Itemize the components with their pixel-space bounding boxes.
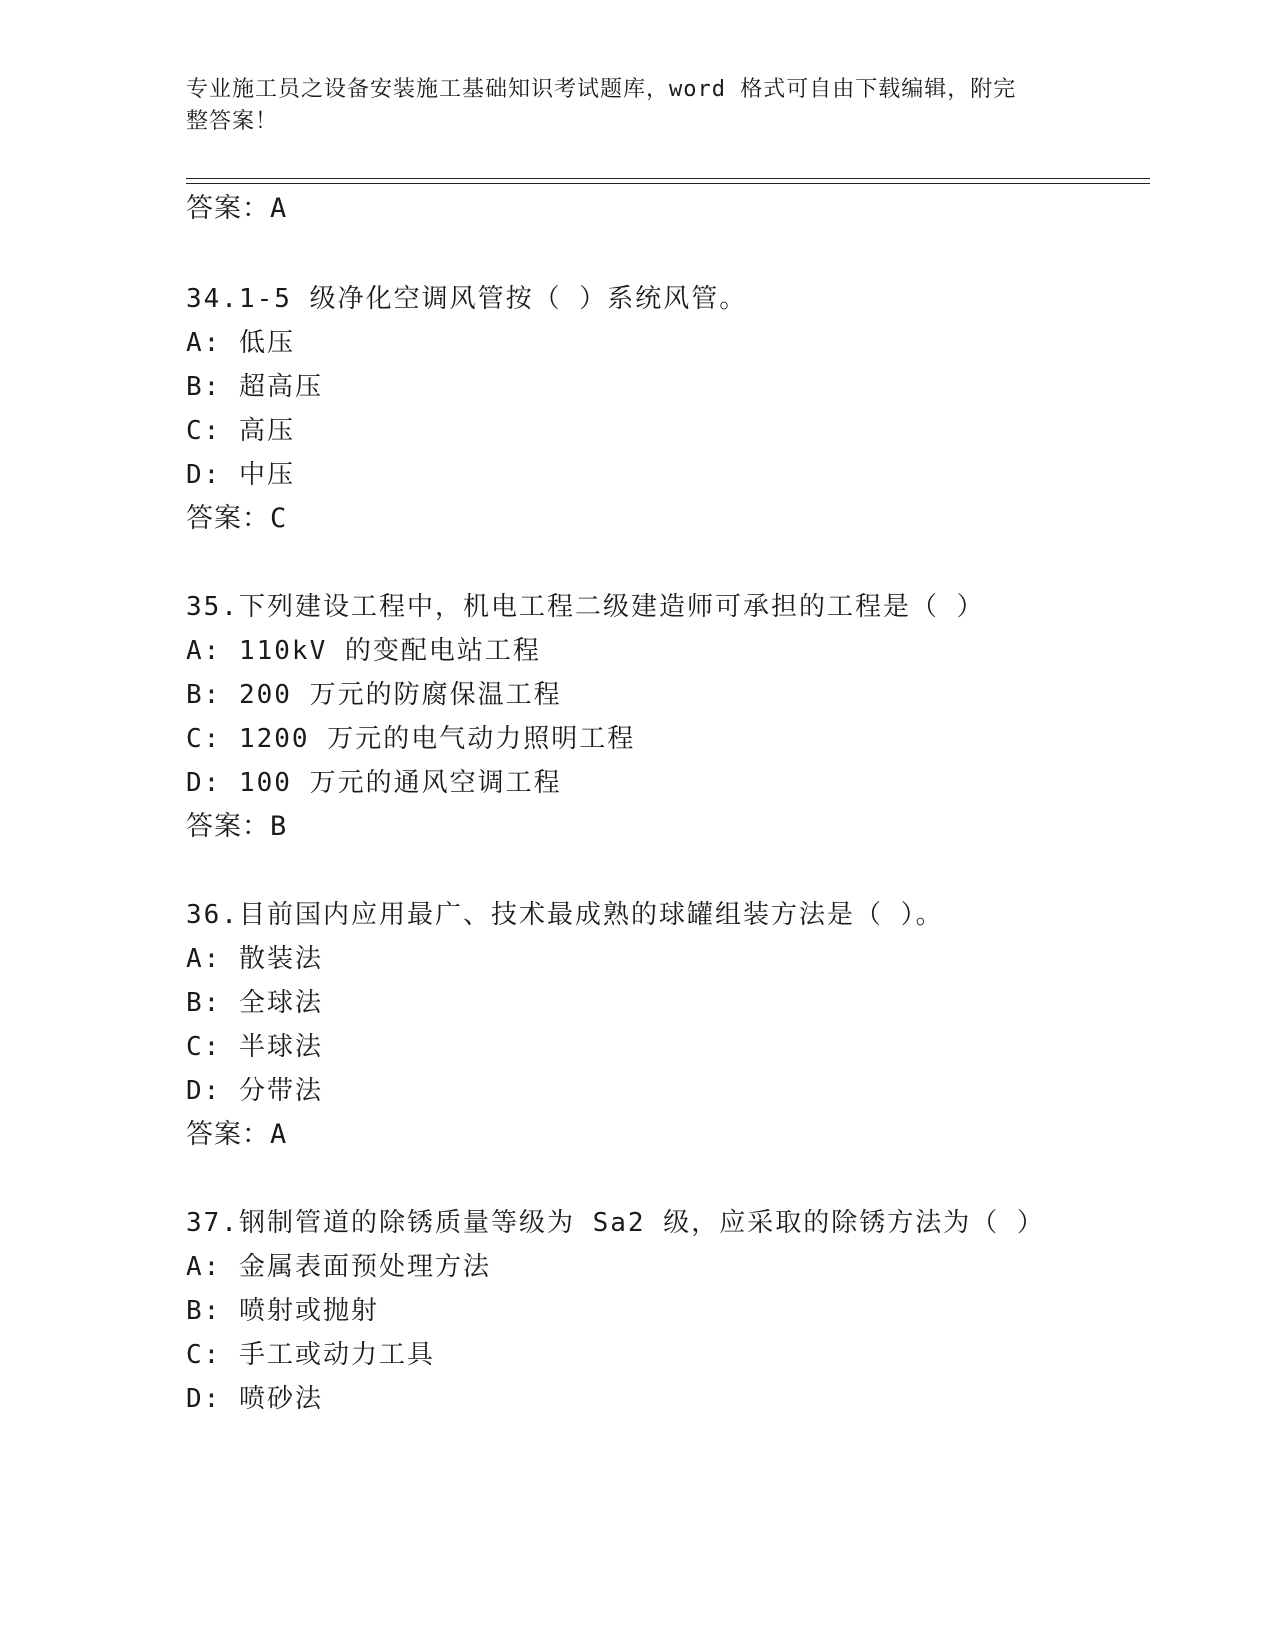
answer-value: B bbox=[270, 811, 288, 842]
answer-33 bbox=[186, 192, 287, 226]
question-34-option-a: A: 低压 bbox=[186, 328, 295, 358]
header-line-2: 整答案！ bbox=[186, 109, 279, 134]
question-34: 34.1-5 级净化空调风管按（ ）系统风管。 bbox=[186, 284, 748, 314]
question-36-option-a: A: 散装法 bbox=[186, 944, 323, 974]
answer-label: 答案： bbox=[186, 503, 270, 534]
question-37-option-c: C: 手工或动力工具 bbox=[186, 1340, 435, 1370]
answer-value: C bbox=[270, 503, 288, 534]
question-37: 37.钢制管道的除锈质量等级为 Sa2 级，应采取的除锈方法为（ ） bbox=[186, 1208, 1045, 1238]
question-35-option-a: A: 110kV 的变配电站工程 bbox=[186, 636, 541, 666]
header-divider-top bbox=[186, 178, 1150, 179]
answer-value: A bbox=[270, 193, 288, 224]
answer-34 bbox=[186, 502, 287, 536]
answer-label: 答案： bbox=[186, 1119, 270, 1150]
question-36: 36.目前国内应用最广、技术最成熟的球罐组装方法是（ ）。 bbox=[186, 900, 944, 930]
question-35-option-d: D: 100 万元的通风空调工程 bbox=[186, 768, 562, 798]
answer-value: A bbox=[270, 1119, 288, 1150]
question-36-option-b: B: 全球法 bbox=[186, 988, 323, 1018]
answer-label: 答案： bbox=[186, 193, 270, 224]
question-35-option-b: B: 200 万元的防腐保温工程 bbox=[186, 680, 562, 710]
question-34-option-d: D: 中压 bbox=[186, 460, 295, 490]
answer-36 bbox=[186, 1118, 287, 1152]
question-34-option-b: B: 超高压 bbox=[186, 372, 323, 402]
question-35: 35.下列建设工程中，机电工程二级建造师可承担的工程是（ ） bbox=[186, 592, 985, 622]
header-divider-bottom bbox=[186, 183, 1150, 184]
question-36-option-d: D: 分带法 bbox=[186, 1076, 323, 1106]
question-34-option-c: C: 高压 bbox=[186, 416, 295, 446]
document-header bbox=[186, 74, 1066, 138]
question-37-option-a: A: 金属表面预处理方法 bbox=[186, 1252, 491, 1282]
question-37-option-d: D: 喷砂法 bbox=[186, 1384, 323, 1414]
answer-35 bbox=[186, 810, 287, 844]
question-35-option-c: C: 1200 万元的电气动力照明工程 bbox=[186, 724, 636, 754]
answer-label: 答案： bbox=[186, 811, 270, 842]
question-37-option-b: B: 喷射或抛射 bbox=[186, 1296, 379, 1326]
question-36-option-c: C: 半球法 bbox=[186, 1032, 323, 1062]
header-line-1: 专业施工员之设备安装施工基础知识考试题库，word 格式可自由下载编辑，附完 bbox=[186, 77, 1017, 102]
